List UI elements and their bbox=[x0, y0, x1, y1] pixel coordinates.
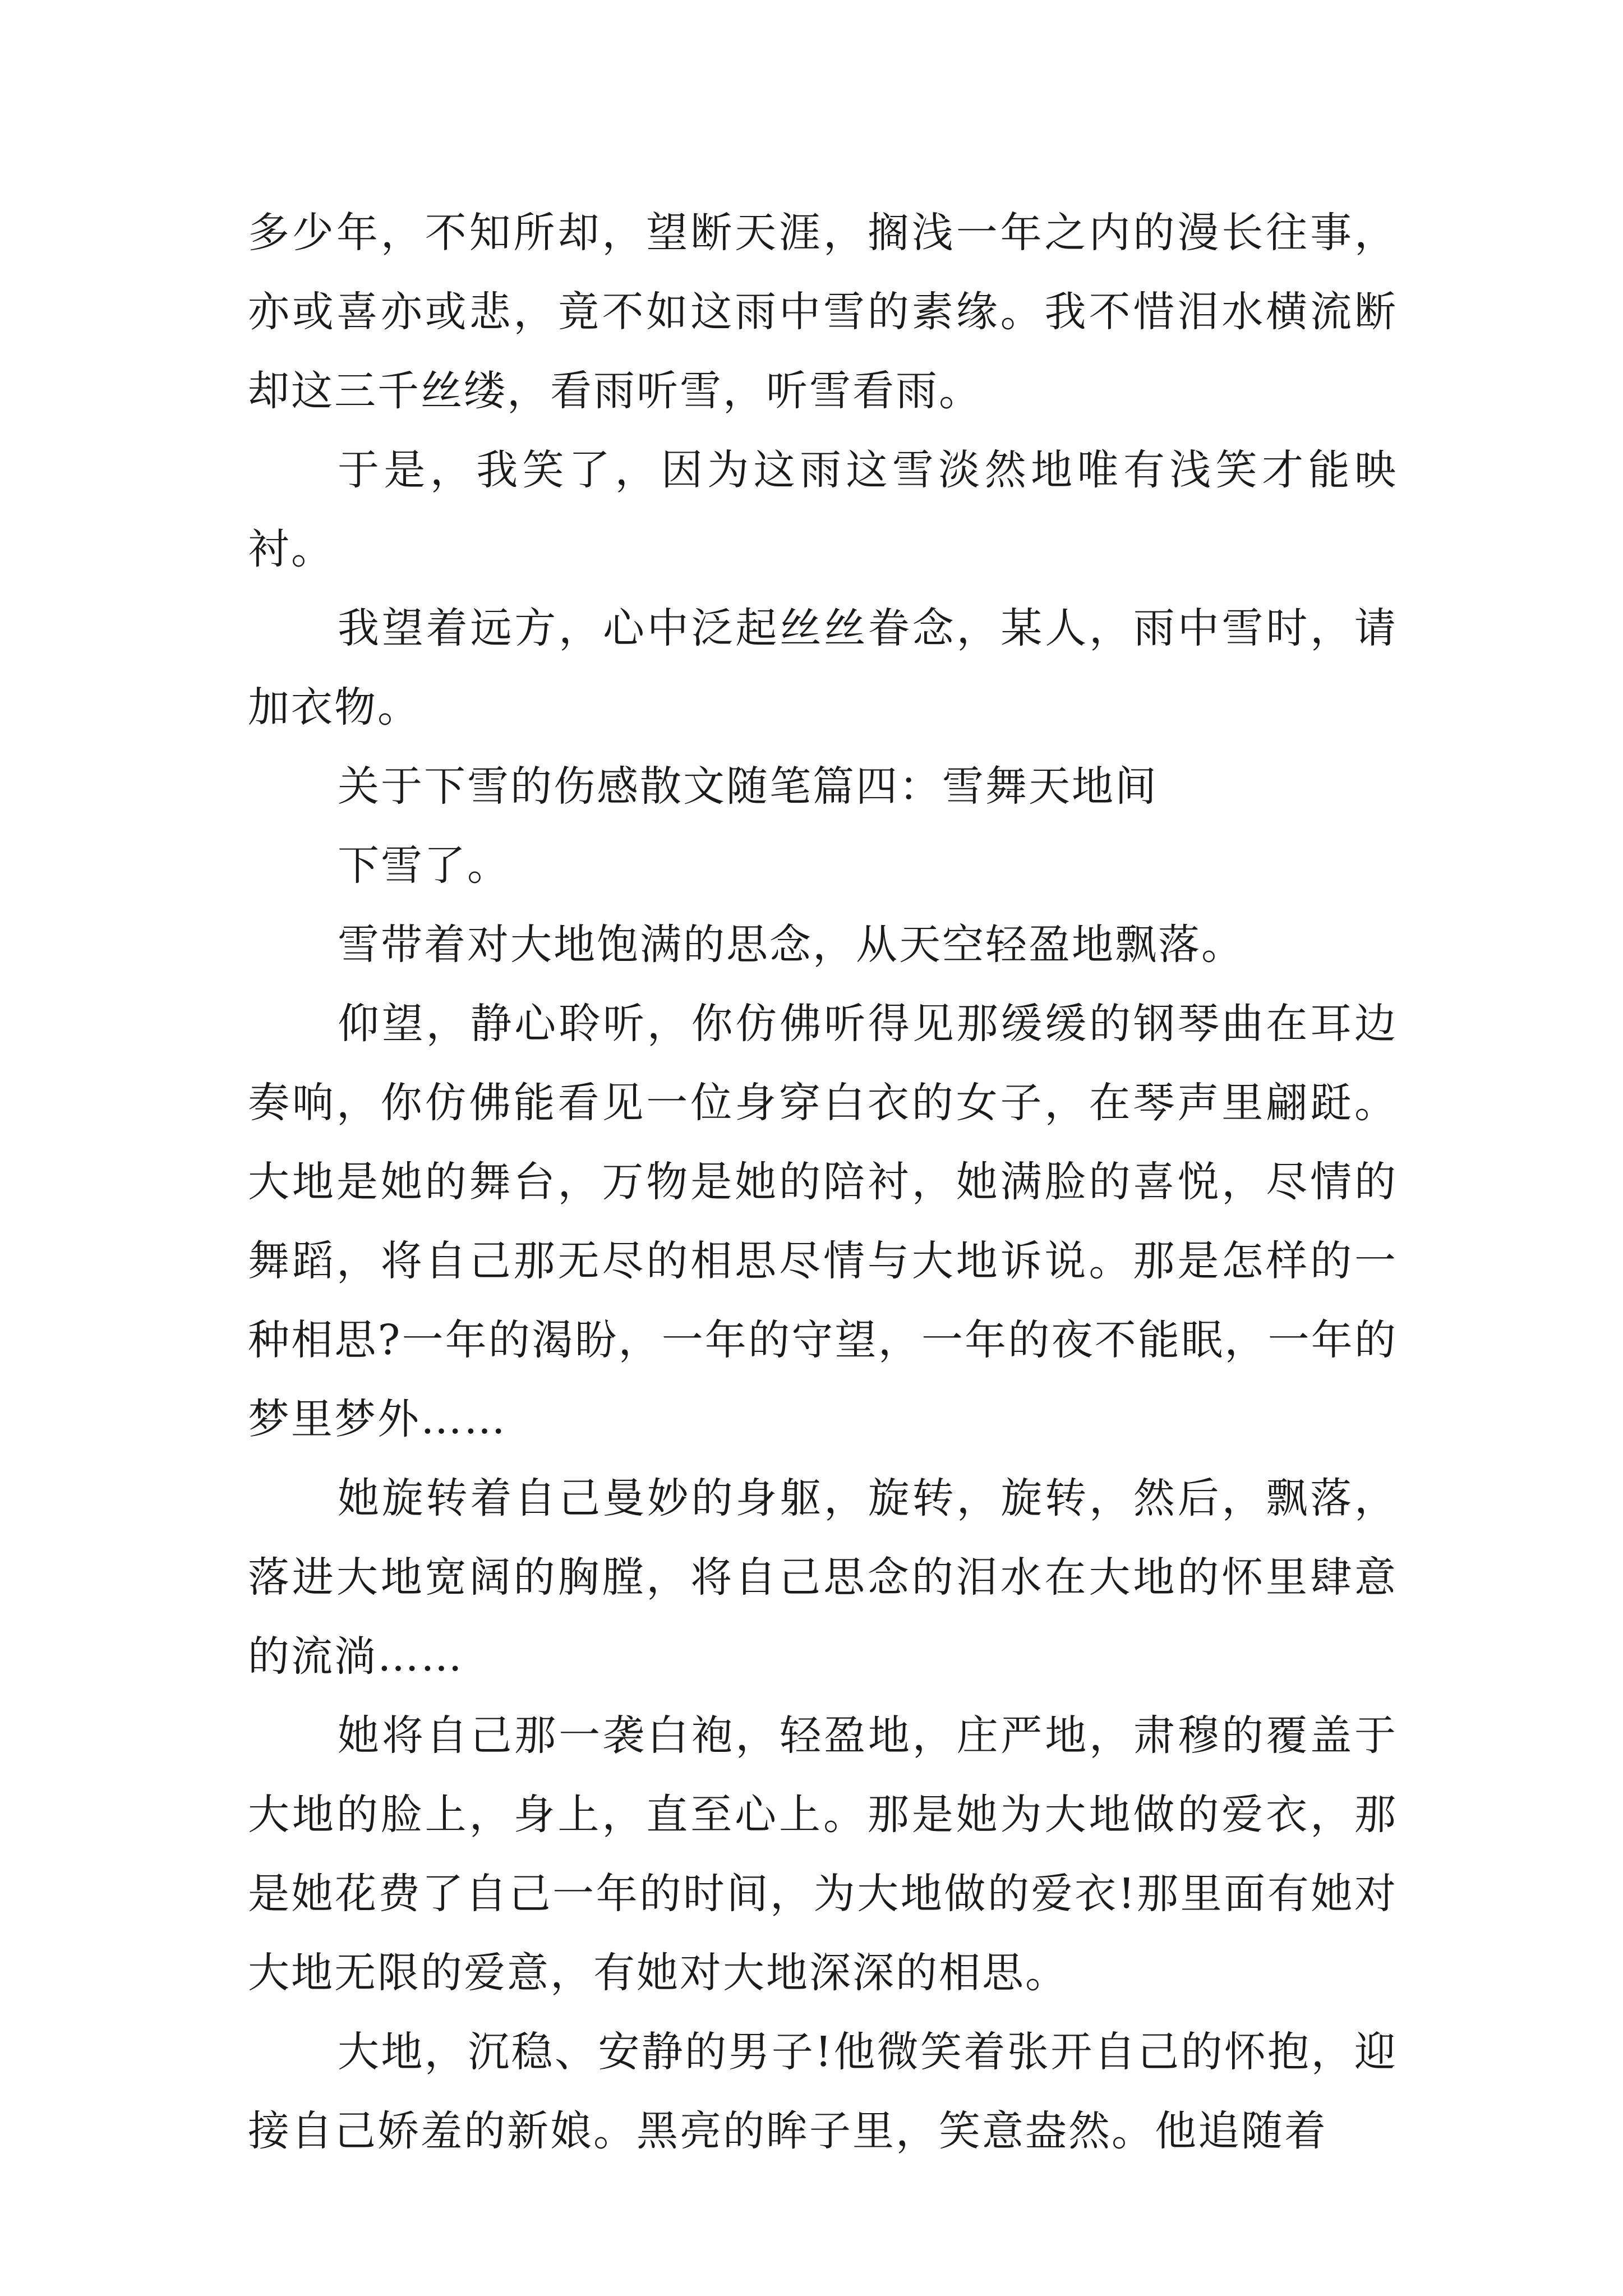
paragraph-10: 大地，沉稳、安静的男子!他微笑着张开自己的怀抱，迎接自己娇羞的新娘。黑亮的眸子里，笑意盎然。他追随着 bbox=[248, 2028, 1398, 2155]
section-heading: 关于下雪的伤感散文随笔篇四：雪舞天地间 bbox=[338, 762, 1158, 811]
article-body bbox=[248, 194, 1398, 2171]
paragraph-1: 多少年，不知所却，望断天涯，搁浅一年之内的漫长往事，亦或喜亦或悲，竟不如这雨中雪的素缘。我不惜泪水横流断却这三千丝缕，看雨听雪，听雪看雨。 bbox=[248, 209, 1398, 415]
paragraph-7: 仰望，静心聆听，你仿佛听得见那缓缓的钢琴曲在耳边奏响，你仿佛能看见一位身穿白衣的女子，在琴声里翩跹。大地是她的舞台，万物是她的陪衬，她满脸的喜悦，尽情的舞蹈，将自己那无尽的相思尽情与大地诉说。那是怎样的一种相思?一年的渴盼，一年的守望，一年的夜不能眠，一年的梦里梦外…… bbox=[248, 1000, 1398, 1443]
paragraph-8: 她旋转着自己曼妙的身躯，旋转，旋转，然后，飘落，落进大地宽阔的胸膛，将自己思念的泪水在大地的怀里肆意的流淌…… bbox=[248, 1474, 1398, 1681]
paragraph-2: 于是，我笑了，因为这雨这雪淡然地唯有浅笑才能映衬。 bbox=[248, 446, 1398, 573]
paragraph-9: 她将自己那一袭白袍，轻盈地，庄严地，肃穆的覆盖于大地的脸上，身上，直至心上。那是她为大地做的爱衣，那是她花费了自己一年的时间，为大地做的爱衣!那里面有她对大地无限的爱意，有她对大地深深的相思。 bbox=[248, 1711, 1398, 1997]
paragraph-5: 下雪了。 bbox=[338, 841, 510, 890]
paragraph-3: 我望着远方，心中泛起丝丝眷念，某人，雨中雪时，请加衣物。 bbox=[248, 604, 1398, 731]
paragraph-6: 雪带着对大地饱满的思念，从天空轻盈地飘落。 bbox=[338, 921, 1244, 969]
